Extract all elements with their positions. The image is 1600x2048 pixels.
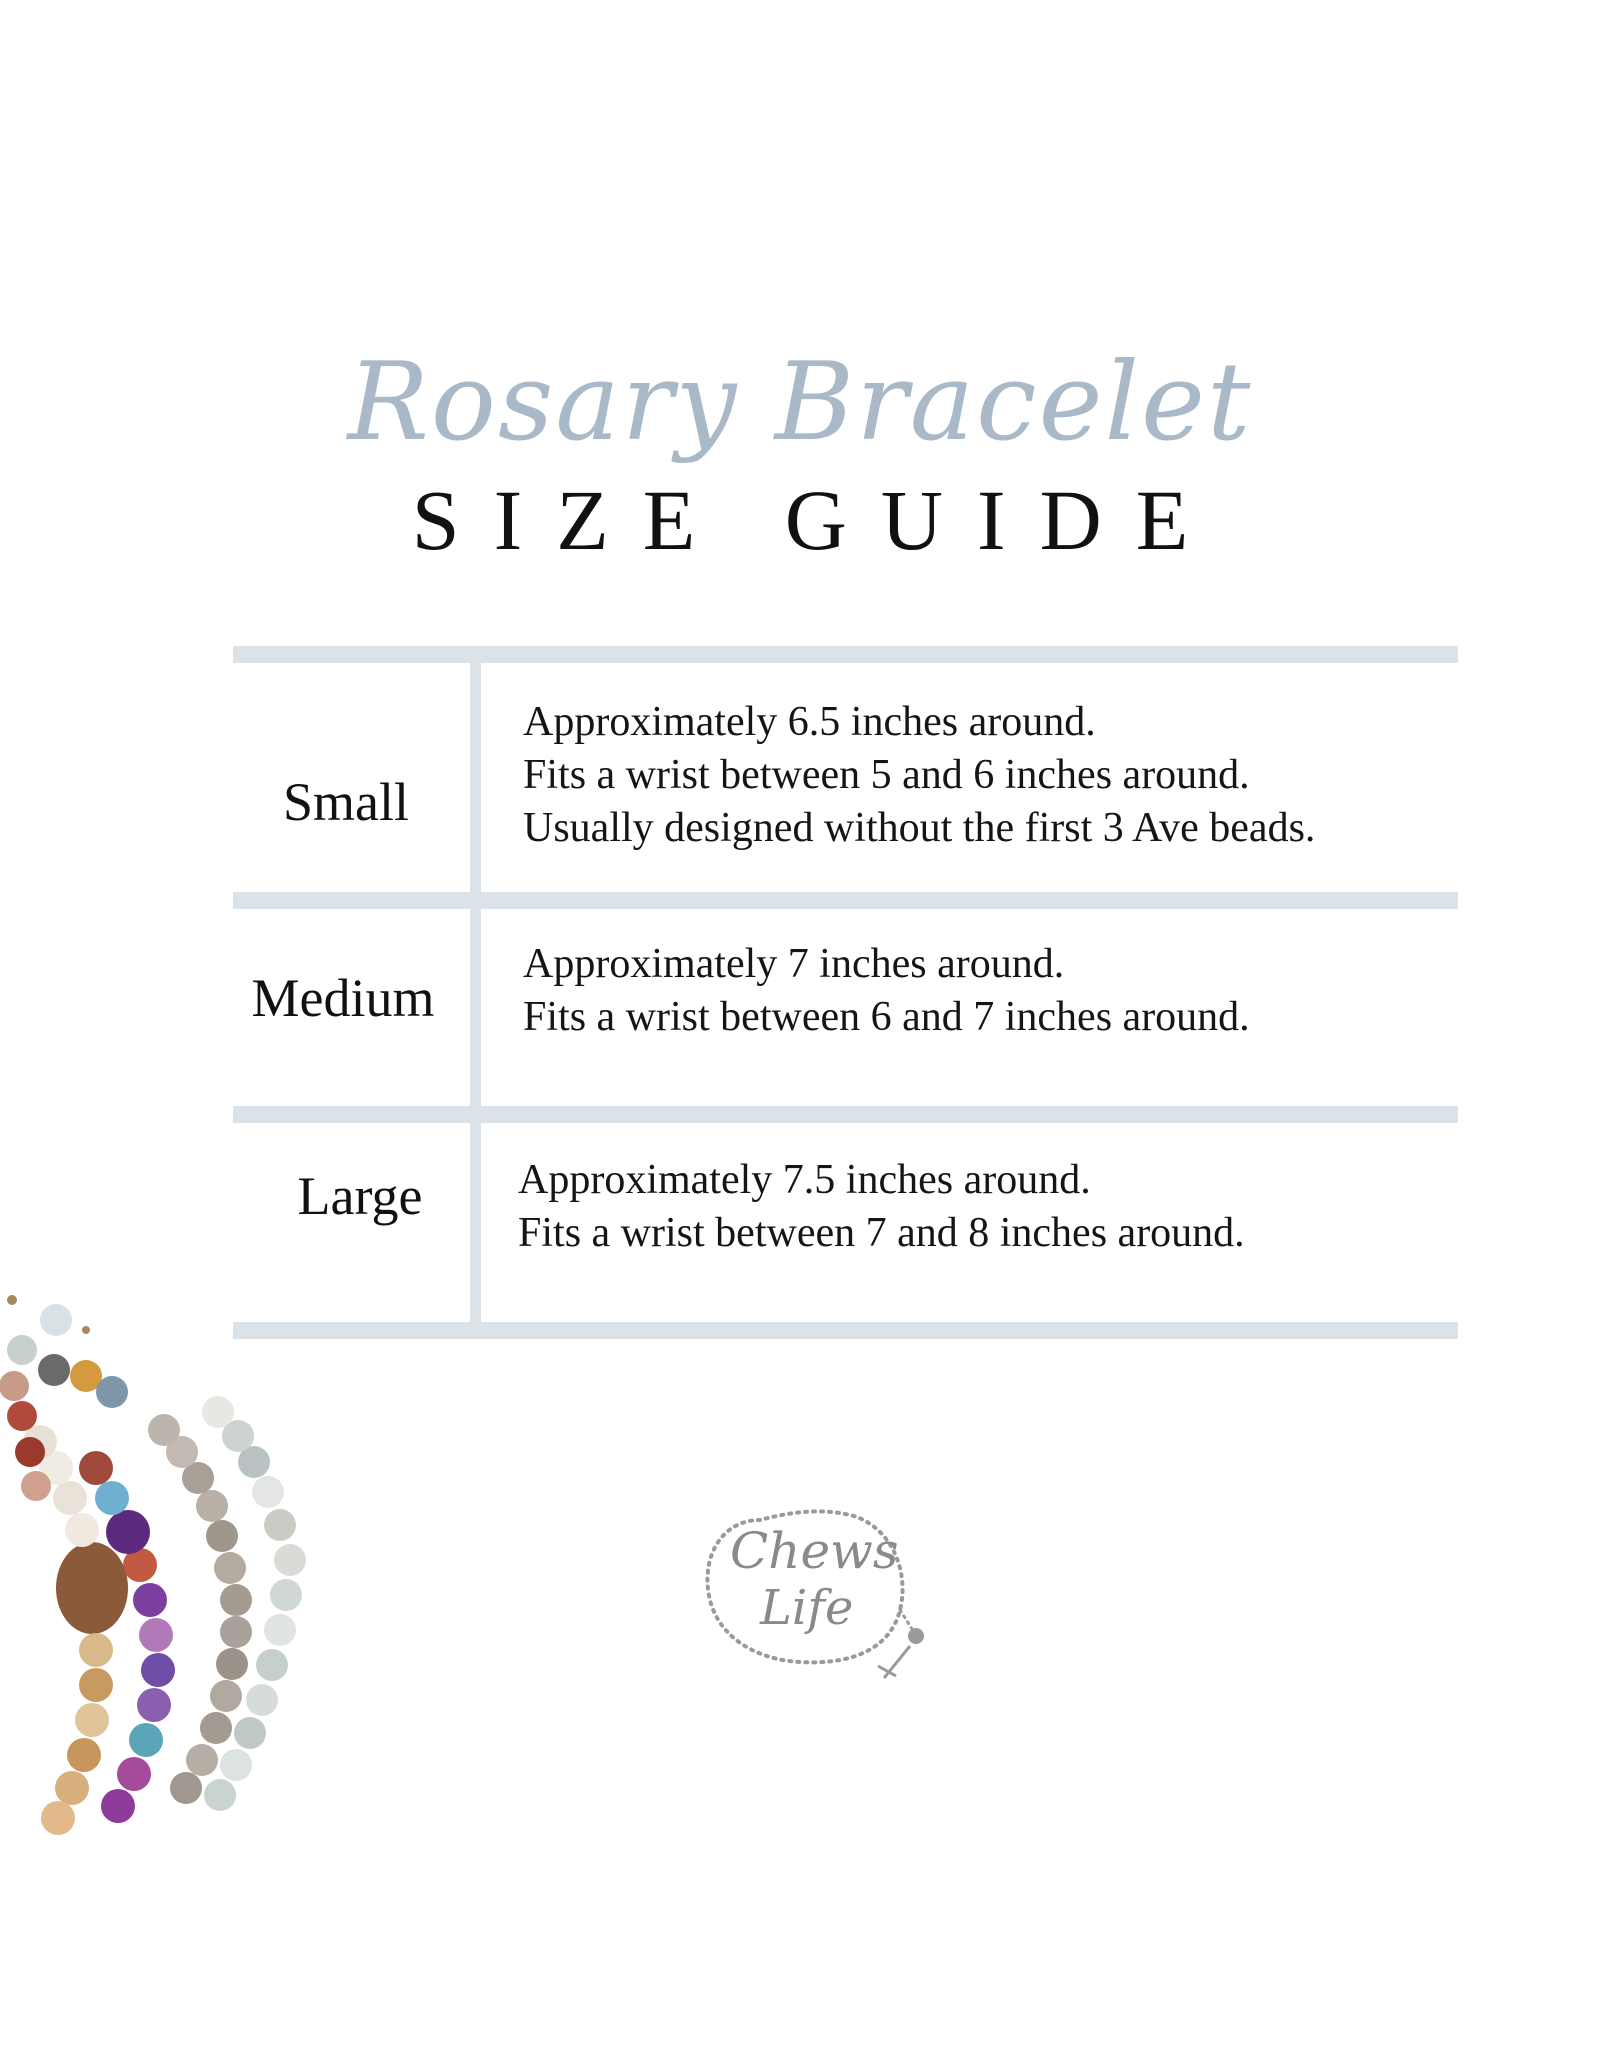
description-line: Approximately 7.5 inches around. [518,1157,1091,1203]
description-line: Usually designed without the first 3 Ave beads. [523,805,1316,851]
logo-text-bottom: Life [760,1580,854,1636]
description-line: Approximately 7 inches around. [523,941,1065,987]
table-row-divider-1 [233,892,1458,909]
description-line: Fits a wrist between 5 and 6 inches around. [523,752,1250,798]
bead-bracelets-image [0,1180,310,1840]
description-line: Approximately 6.5 inches around. [523,699,1096,745]
table-row-divider-2 [233,1106,1458,1123]
size-description-large [518,1154,1245,1260]
size-description-small [523,696,1315,855]
description-line: Fits a wrist between 6 and 7 inches around. [523,994,1250,1040]
size-label-medium: Medium [251,968,435,1028]
description-line: Fits a wrist between 7 and 8 inches around. [518,1210,1245,1256]
size-label-large: Large [297,1166,423,1226]
bracelet-strand-outer [202,1396,306,1811]
script-title: Rosary Bracelet [347,340,1253,465]
table-bottom-divider [233,1322,1458,1339]
size-label-small: Small [282,772,409,832]
page-title: SIZE GUIDE [411,472,1223,568]
table-column-divider [470,662,481,1327]
table-top-divider [233,646,1458,663]
chews-life-logo [700,1500,940,1690]
size-description-medium [523,938,1250,1044]
logo-text-top: Chews [730,1522,899,1580]
